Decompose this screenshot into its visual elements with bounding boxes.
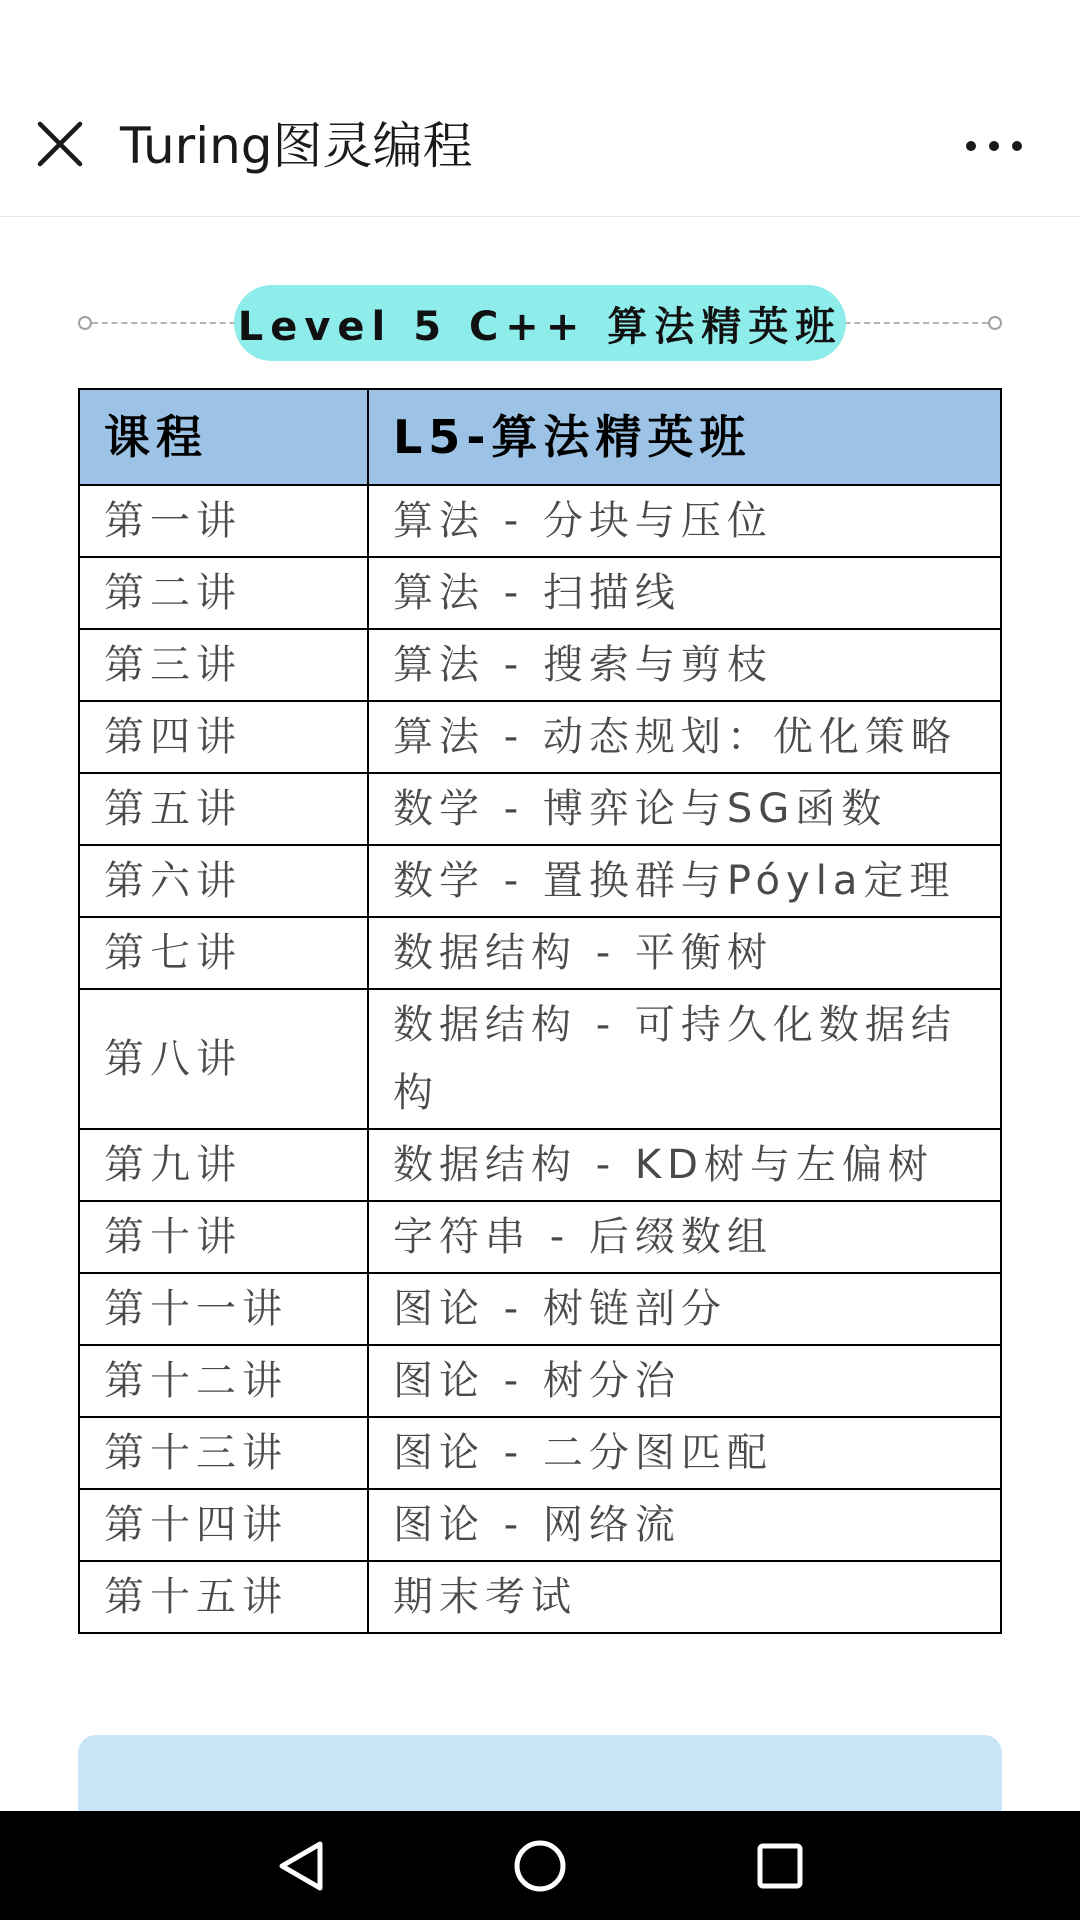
topic-cell: 字符串 - 后缀数组 <box>368 1201 1001 1273</box>
topic-cell: 数学 - 博弈论与SG函数 <box>368 773 1001 845</box>
lesson-cell: 第三讲 <box>79 629 368 701</box>
banner-pill: Level 5 C++ 算法精英班 <box>234 285 846 361</box>
topic-cell: 数学 - 置换群与Póyla定理 <box>368 845 1001 917</box>
topic-cell: 数据结构 - 平衡树 <box>368 917 1001 989</box>
decor-dot-left <box>78 316 92 330</box>
topic-cell: 算法 - 动态规划：优化策略 <box>368 701 1001 773</box>
lesson-cell: 第十三讲 <box>79 1417 368 1489</box>
table-row <box>79 773 1001 845</box>
table-row <box>79 989 1001 1129</box>
system-nav-bar <box>0 1811 1080 1920</box>
topic-cell: 期末考试 <box>368 1561 1001 1633</box>
lesson-cell: 第二讲 <box>79 557 368 629</box>
course-table <box>78 388 1002 1634</box>
table-row <box>79 1129 1001 1201</box>
info-card <box>78 1735 1002 1811</box>
close-icon <box>36 120 84 168</box>
table-row <box>79 557 1001 629</box>
topic-cell: 算法 - 扫描线 <box>368 557 1001 629</box>
table-row <box>79 1345 1001 1417</box>
home-circle-icon <box>512 1838 568 1894</box>
table-row <box>79 485 1001 557</box>
topic-cell: 算法 - 分块与压位 <box>368 485 1001 557</box>
table-row <box>79 1489 1001 1561</box>
more-horizontal-icon <box>964 139 1024 153</box>
article-content <box>0 217 1080 1811</box>
table-row <box>79 845 1001 917</box>
lesson-cell: 第六讲 <box>79 845 368 917</box>
nav-recent-button[interactable] <box>740 1831 820 1901</box>
topic-cell: 数据结构 - 可持久化数据结构 <box>368 989 1001 1129</box>
table-row <box>79 629 1001 701</box>
topic-cell: 数据结构 - KD树与左偏树 <box>368 1129 1001 1201</box>
lesson-cell: 第十一讲 <box>79 1273 368 1345</box>
section-banner <box>78 285 1002 361</box>
table-header-row <box>79 389 1001 485</box>
lesson-cell: 第四讲 <box>79 701 368 773</box>
lesson-cell: 第十讲 <box>79 1201 368 1273</box>
nav-back-button[interactable] <box>260 1831 340 1901</box>
lesson-cell: 第十四讲 <box>79 1489 368 1561</box>
topic-cell: 图论 - 树链剖分 <box>368 1273 1001 1345</box>
table-row <box>79 917 1001 989</box>
page-title: Turing图灵编程 <box>120 117 473 175</box>
decor-dot-right <box>988 316 1002 330</box>
more-button[interactable] <box>958 114 1030 178</box>
title-bar <box>0 0 1080 217</box>
table-row <box>79 1561 1001 1633</box>
header-cell-course: 课程 <box>79 389 368 485</box>
header-cell-class: L5-算法精英班 <box>368 389 1001 485</box>
recent-square-icon <box>755 1841 805 1891</box>
table-row <box>79 1201 1001 1273</box>
lesson-cell: 第八讲 <box>79 989 368 1129</box>
topic-cell: 算法 - 搜索与剪枝 <box>368 629 1001 701</box>
lesson-cell: 第五讲 <box>79 773 368 845</box>
back-triangle-icon <box>274 1838 326 1894</box>
table-row <box>79 701 1001 773</box>
topic-cell: 图论 - 二分图匹配 <box>368 1417 1001 1489</box>
close-button[interactable] <box>28 112 92 176</box>
lesson-cell: 第一讲 <box>79 485 368 557</box>
topic-cell: 图论 - 网络流 <box>368 1489 1001 1561</box>
table-row <box>79 1273 1001 1345</box>
table-row <box>79 1417 1001 1489</box>
lesson-cell: 第九讲 <box>79 1129 368 1201</box>
lesson-cell: 第十二讲 <box>79 1345 368 1417</box>
topic-cell: 图论 - 树分治 <box>368 1345 1001 1417</box>
lesson-cell: 第十五讲 <box>79 1561 368 1633</box>
lesson-cell: 第七讲 <box>79 917 368 989</box>
nav-home-button[interactable] <box>500 1831 580 1901</box>
